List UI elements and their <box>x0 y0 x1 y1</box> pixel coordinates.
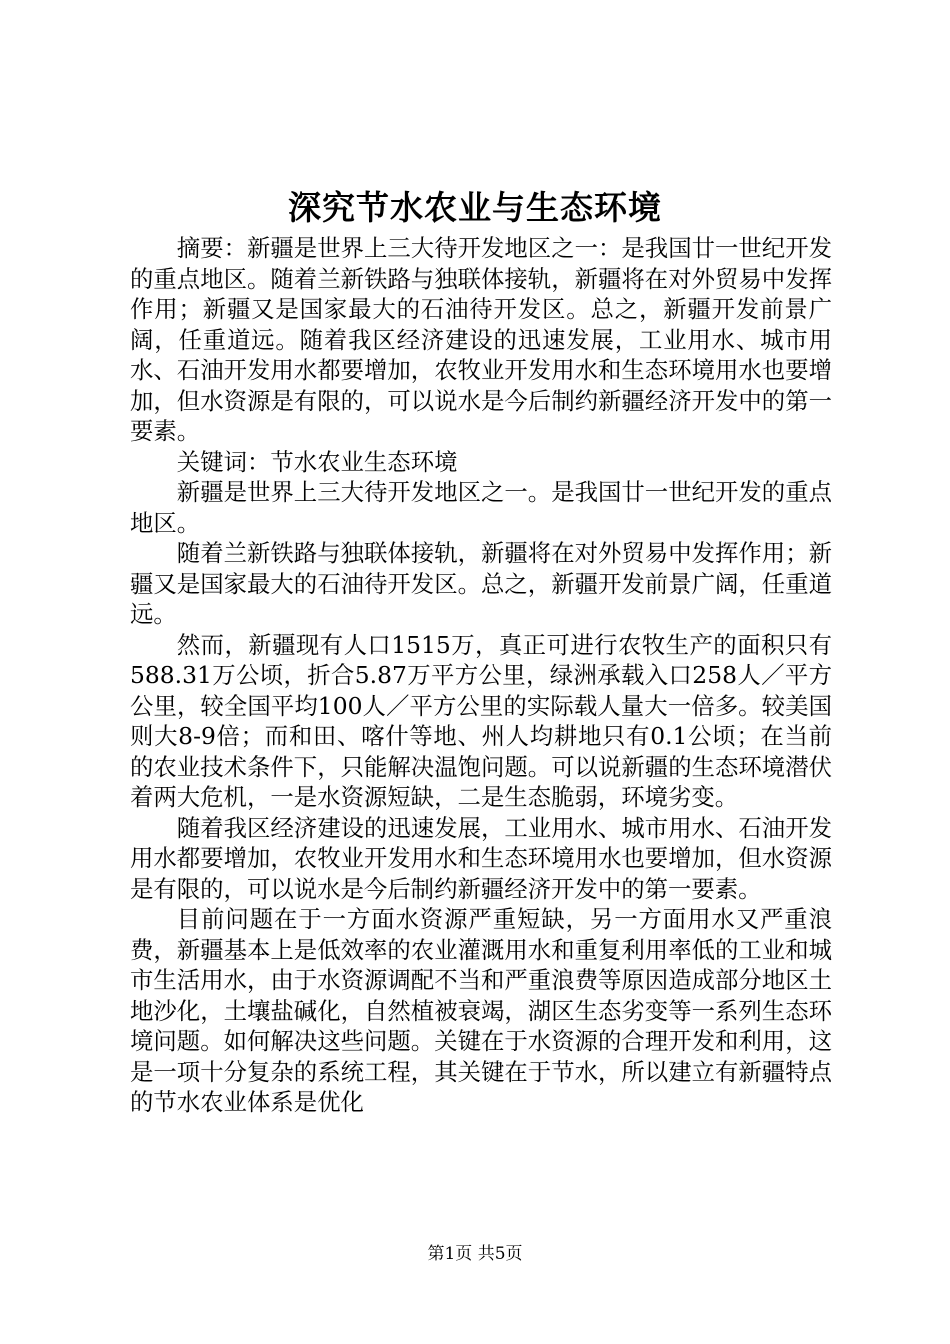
body-paragraph: 新疆是世界上三大待开发地区之一。是我国廿一世纪开发的重点地区。 <box>130 478 832 537</box>
keywords-paragraph: 关键词：节水农业生态环境 <box>176 447 458 476</box>
abstract-paragraph: 摘要：新疆是世界上三大待开发地区之一：是我国廿一世纪开发的重点地区。随着兰新铁路与独联体接轨，新疆将在对外贸易中发挥作用；新疆又是国家最大的石油待开发区。总之，新疆开发前景广阔，任重道远。随着我区经济建设的迅速发展，工业用水、城市用水、石油开发用水都要增加，农牧业开发用水和生态环境用水也要增加，但水资源是有限的，可以说水是今后制约新疆经济开发中的第一要素。 <box>130 234 832 445</box>
document-body <box>130 233 832 1118</box>
body-paragraph: 随着兰新铁路与独联体接轨，新疆将在对外贸易中发挥作用；新疆又是国家最大的石油待开发区。总之，新疆开发前景广阔，任重道远。 <box>130 539 832 628</box>
body-paragraph: 然而，新疆现有人口1515万，真正可进行农牧生产的面积只有588.31万公顷，折合5.87万平方公里，绿洲承载入口258人／平方公里，较全国平均100人／平方公里的实际载人量大一倍多。较美国则大8-9倍；而和田、喀什等地、州人均耕地只有0.1公顷；在当前的农业技术条件下，只能解决温饱问题。可以说新疆的生态环境潜伏着两大危机，一是水资源短缺，二是生态脆弱，环境劣变。 <box>130 630 832 811</box>
page-number-footer: 第1页 共5页 <box>427 1244 523 1264</box>
document-title: 深究节水农业与生态环境 <box>288 188 662 227</box>
body-paragraph: 随着我区经济建设的迅速发展，工业用水、城市用水、石油开发用水都要增加，农牧业开发用水和生态环境用水也要增加，但水资源是有限的，可以说水是今后制约新疆经济开发中的第一要素。 <box>130 813 832 903</box>
body-paragraph: 目前问题在于一方面水资源严重短缺，另一方面用水又严重浪费，新疆基本上是低效率的农业灌溉用水和重复利用率低的工业和城市生活用水，由于水资源调配不当和严重浪费等原因造成部分地区土地沙化，土壤盐碱化，自然植被衰竭，湖区生态劣变等一系列生态环境问题。如何解决这些问题。关键在于水资源的合理开发和利用，这是一项十分复杂的系统工程，其关键在于节水，所以建立有新疆特点的节水农业体系是优化 <box>130 905 832 1116</box>
